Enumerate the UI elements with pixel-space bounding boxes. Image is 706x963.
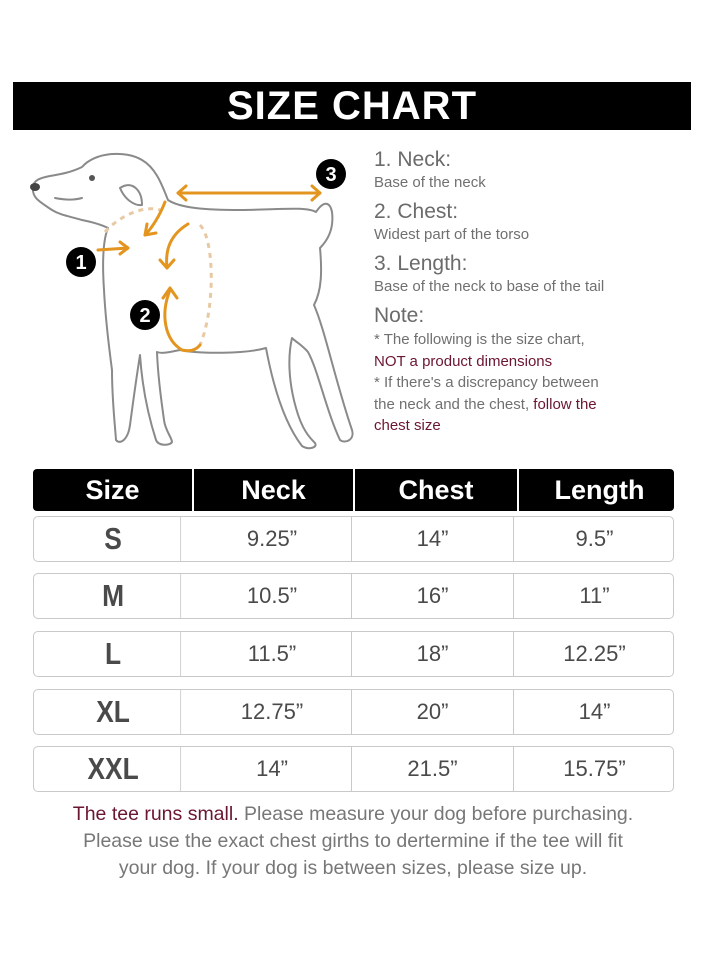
neck-title: 1. Neck: [374,148,452,171]
header-chest: Chest [355,469,519,511]
chest-cell: 21.5” [352,747,514,791]
header-size: Size [33,469,194,511]
dog-measurement-illustration [20,140,365,455]
neck-description: Base of the neck [374,174,486,191]
size-cell: M [46,574,181,618]
length-cell: 11” [579,583,610,608]
svg-text:2: 2 [139,305,151,327]
measurement-legend [374,147,699,437]
note-line-2: NOT a product dimensions [374,352,553,370]
note-line-4a: the neck and the chest, [374,395,530,413]
svg-text:3: 3 [325,164,337,186]
chest-cell: 14” [352,517,514,561]
neck-cell: 14” [193,747,352,791]
header-neck: Neck [194,469,355,511]
neck-cell: 11.5” [193,632,352,676]
note-line-4b: follow the [533,395,597,413]
footer-line-3: your dog. If your dog is between sizes, please size up. [118,857,588,879]
table-row [33,631,674,677]
chest-title: 2. Chest: [374,200,459,223]
page-title: SIZE CHART [227,84,477,128]
size-cell: L [46,632,181,676]
table-row [33,689,674,735]
neck-cell: 9.25” [193,517,352,561]
chest-cell: 18” [352,632,514,676]
table-row [33,746,674,792]
header-length: Length [554,475,645,505]
marker-2 [130,300,160,330]
footer-line-1-rest: Please measure your dog before purchasing. [238,803,634,825]
note-line-3: * If there's a discrepancy between [374,374,599,391]
dog-nose [30,183,40,191]
size-table-header [33,469,674,511]
size-chart-banner [13,82,691,130]
note-line-5: chest size [374,417,441,434]
size-cell: XXL [46,747,181,791]
size-cell: S [46,517,181,561]
chest-description: Widest part of the torso [374,226,530,243]
length-cell: 12.25” [563,641,626,666]
note-title: Note: [374,304,425,327]
length-description: Base of the neck to base of the tail [374,278,605,295]
footer-line-1 [10,801,696,828]
note-line-4 [374,394,699,416]
sizing-advice [10,801,696,882]
svg-text:1: 1 [75,252,87,274]
dog-eye [89,175,95,181]
chest-cell: 20” [352,690,514,734]
neck-cell: 10.5” [193,574,352,618]
marker-3 [316,159,346,189]
size-cell: XL [46,690,181,734]
length-cell: 14” [578,699,611,724]
length-cell: 15.75” [563,756,626,781]
length-title: 3. Length: [374,252,468,275]
footer-warning: The tee runs small. [72,803,239,825]
note-line-1: * The following is the size chart, [374,331,585,348]
footer-line-2: Please use the exact chest girths to dertermine if the tee will fit [83,830,623,852]
table-row [33,573,674,619]
table-row [33,516,674,562]
marker-1 [66,247,96,277]
neck-cell: 12.75” [193,690,352,734]
measurement-guides [105,209,211,345]
measurement-arrows [98,186,320,351]
length-cell: 9.5” [575,526,614,551]
dog-outline [33,154,353,448]
chest-cell: 16” [352,574,514,618]
